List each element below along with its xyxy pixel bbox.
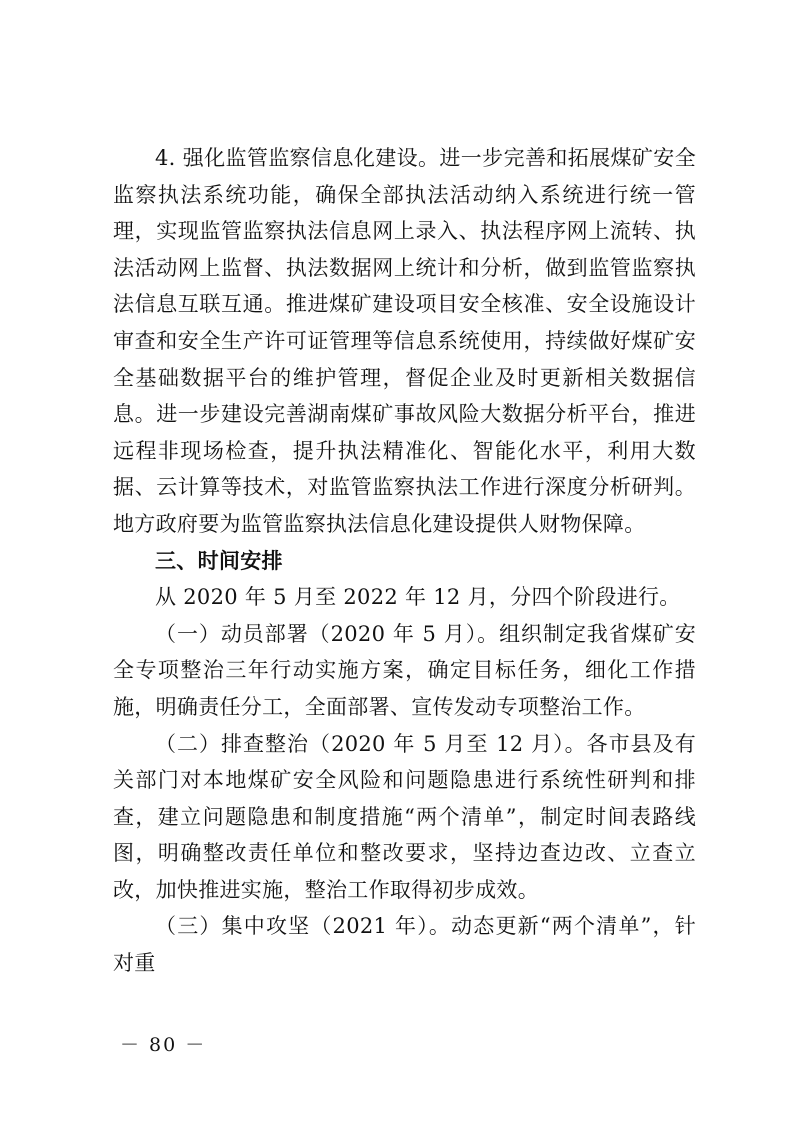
paragraph-stage-1: （一）动员部署（2020 年 5 月）。组织制定我省煤矿安全专项整治三年行动实施方案，确定目标任务，细化工作措施，明确责任分工，全面部署、宣传发动专项整治工作。 xyxy=(113,621,696,719)
paragraph-informatization: 4. 强化监管监察信息化建设。进一步完善和拓展煤矿安全监察执法系统功能，确保全部执法活动纳入系统进行统一管理，实现监管监察执法信息网上录入、执法程序网上流转、执法活动网上监督、执法数据网上统计和分析，做到监管监察执法信息互联互通。推进煤矿建设项目安全核准、安全设施设计审查和安全生产许可证管理等信息系统使用，持续做好煤矿安全基础数据平台的维护管理，督促企业及时更新相关数据信息。进一步建设完善湖南煤矿事故风险大数据分析平台，推进远程非现场检查，提升执法精准化、智能化水平，利用大数据、云计算等技术，对监管监察执法工作进行深度分析研判。地方政府要为监管监察执法信息化建设提供人财物保障。 xyxy=(113,146,696,536)
document-body xyxy=(113,140,696,982)
paragraph-schedule-intro: 从 2020 年 5 月至 2022 年 12 月，分四个阶段进行。 xyxy=(155,585,681,610)
paragraph-stage-3: （三）集中攻坚（2021 年）。动态更新“两个清单”，针对重 xyxy=(113,914,696,976)
page-number: － 80 － xyxy=(120,1034,207,1056)
section-heading-schedule: 三、时间安排 xyxy=(155,548,283,573)
paragraph-stage-2: （二）排查整治（2020 年 5 月至 12 月）。各市县及有关部门对本地煤矿安全风险和问题隐患进行系统性研判和排查，建立问题隐患和制度措施“两个清单”，制定时间表路线图，明确整改责任单位和整改要求，坚持边查边改、立查立改，加快推进实施，整治工作取得初步成效。 xyxy=(113,731,696,902)
